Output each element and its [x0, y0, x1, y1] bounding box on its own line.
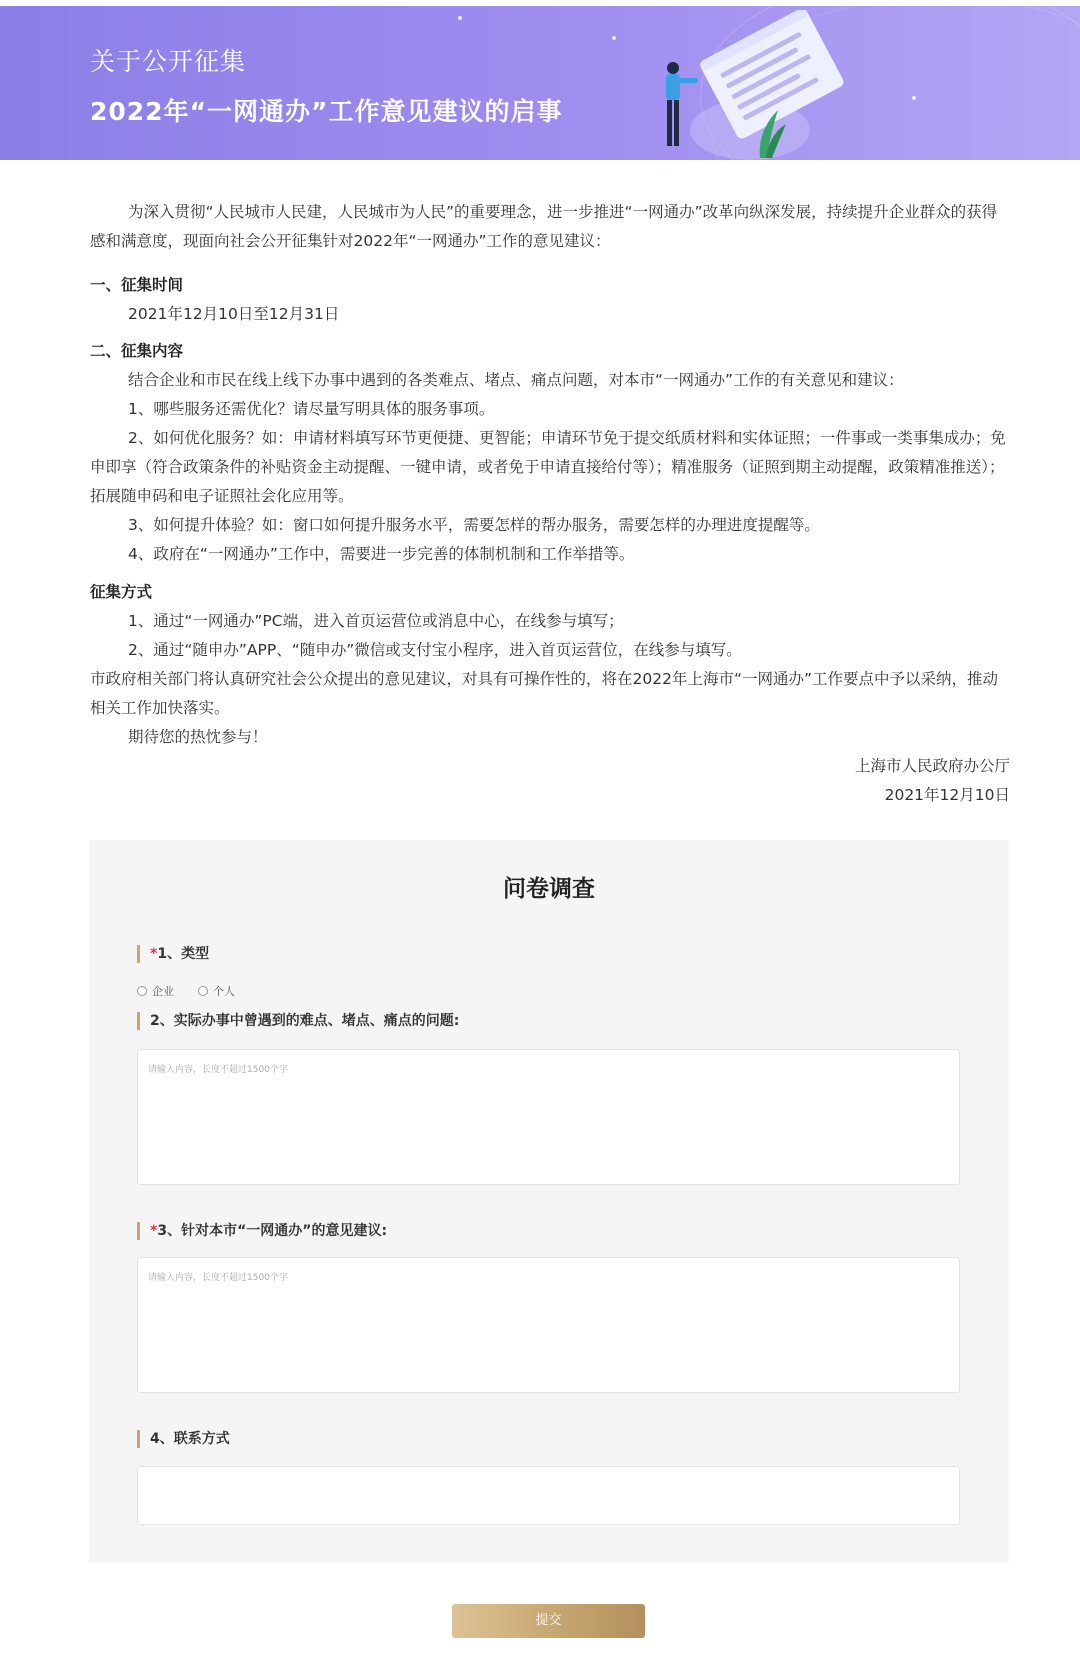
section-collection-time	[90, 271, 1010, 329]
required-marker: *	[150, 946, 158, 962]
question-2-label	[137, 1012, 459, 1030]
radio-circle-icon[interactable]	[198, 986, 208, 996]
closing-paragraph: 市政府相关部门将认真研究社会公众提出的意见建议，对具有可操作性的，将在2022年上海市“一网通办”工作要点中予以采纳，推动相关工作加快落实。	[90, 670, 999, 717]
question-text: 2、实际办事中曾遇到的难点、堵点、痛点的问题:	[150, 1013, 460, 1029]
banner-sparkle	[458, 16, 462, 20]
section-heading: 征集方式	[90, 583, 153, 601]
list-item: 1、通过“一网通办”PC端，进入首页运营位或消息中心，在线参与填写；	[128, 612, 624, 630]
signature-org: 上海市人民政府办公厅	[854, 757, 1010, 775]
list-item: 3、如何提升体验？如：窗口如何提升服务水平，需要怎样的帮办服务，需要怎样的办理进度提醒等。	[128, 516, 820, 534]
section-heading: 一、征集时间	[90, 276, 184, 294]
signature-date: 2021年12月10日	[884, 786, 1010, 804]
section-text: 2021年12月10日至12月31日	[128, 305, 340, 323]
banner-title-line1: 关于公开征集	[90, 47, 247, 76]
type-radio-group	[137, 983, 235, 999]
problems-textarea[interactable]	[137, 1049, 960, 1185]
question-text: 3、针对本市“一网通办”的意见建议:	[157, 1223, 388, 1239]
banner-sparkle	[912, 96, 916, 100]
section-lead: 结合企业和市民在线上线下办事中遇到的各类难点、堵点、痛点问题，对本市“一网通办”工作的有关意见和建议：	[128, 371, 904, 389]
question-text: 1、类型	[157, 946, 210, 962]
question-3-label	[137, 1222, 387, 1240]
question-text: 4、联系方式	[150, 1431, 230, 1447]
suggestions-textarea[interactable]	[137, 1257, 960, 1393]
banner-sparkle	[612, 36, 616, 40]
survey-panel	[89, 840, 1009, 1563]
list-item: 2、如何优化服务？如：申请材料填写环节更便捷、更智能；申请环节免于提交纸质材料和实体证照；一件事或一类事集成办；免申即享（符合政策条件的补贴资金主动提醒、一键申请，或者免于申请直接给付等）；精准服务（证照到期主动提醒，政策精准推送）；拓展随申码和电子证照社会化应用等。	[90, 429, 1006, 505]
radio-label: 个人	[213, 985, 235, 998]
list-item: 1、哪些服务还需优化？请尽量写明具体的服务事项。	[128, 400, 495, 418]
question-4-label	[137, 1430, 230, 1448]
required-marker: *	[150, 1223, 158, 1239]
closing-wish: 期待您的热忱参与！	[128, 728, 268, 746]
question-1-label	[137, 945, 209, 963]
list-item: 2、通过“随申办”APP、“随申办”微信或支付宝小程序，进入首页运营位，在线参与填写。	[128, 641, 742, 659]
banner-title-line2: 2022年“一网通办”工作意见建议的启事	[90, 97, 563, 126]
section-heading: 二、征集内容	[90, 342, 184, 360]
radio-individual[interactable]	[198, 983, 235, 999]
section-collection-content	[90, 337, 1010, 569]
radio-label: 企业	[152, 985, 174, 998]
section-collection-method	[90, 578, 1010, 810]
submit-button[interactable]: 提交	[452, 1604, 645, 1638]
header-banner	[0, 6, 1080, 160]
survey-title: 问卷调查	[503, 876, 595, 902]
intro-paragraph: 为深入贯彻“人民城市人民建，人民城市为人民”的重要理念，进一步推进“一网通办”改革向纵深发展，持续提升企业群众的获得感和满意度，现面向社会公开征集针对2022年“一网通办”工作的意见建议：	[90, 203, 998, 250]
article-body	[90, 198, 1010, 256]
contact-input[interactable]	[137, 1466, 960, 1525]
list-item: 4、政府在“一网通办”工作中，需要进一步完善的体制机制和工作举措等。	[128, 545, 635, 563]
radio-enterprise[interactable]	[137, 983, 174, 999]
reading-scroll-illustration	[640, 10, 860, 160]
radio-circle-icon[interactable]	[137, 986, 147, 996]
